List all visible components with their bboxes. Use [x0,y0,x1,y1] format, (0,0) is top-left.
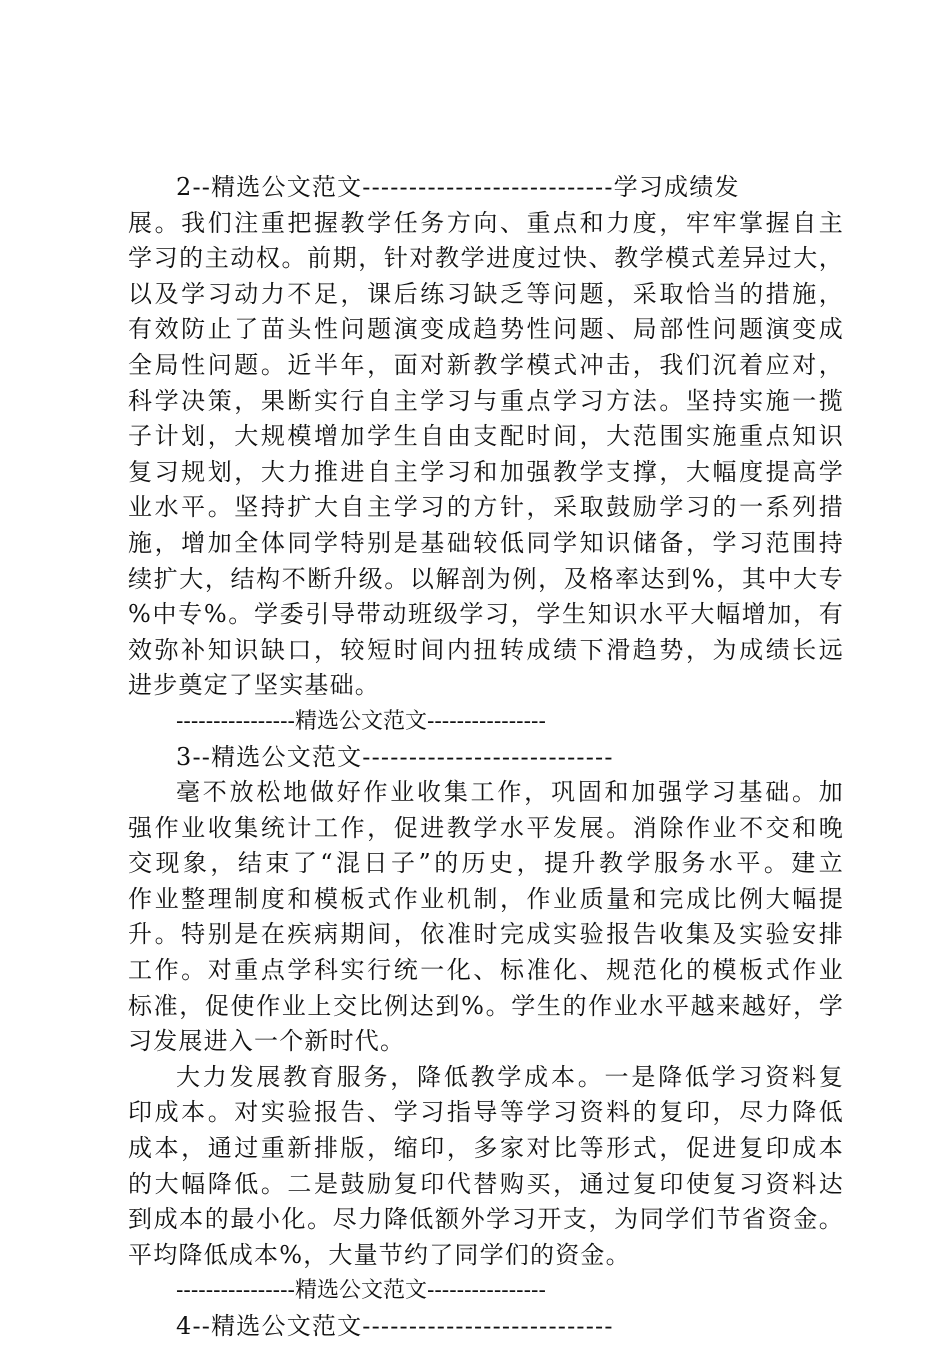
section-3-paragraph-2-line: 到成本的最小化。尽力降低额外学习开支，为同学们节省资金。 [128,1205,844,1234]
section-3-paragraph-1-line: 强作业收集统计工作，促进教学水平发展。消除作业不交和晚 [128,813,844,842]
section-2-line: 学习的主动权。前期，针对教学进度过快、教学模式差异过大， [128,244,844,273]
section-4-header: 4--精选公文范文--------------------------- [176,1312,614,1340]
section-separator: ----------------精选公文范文---------------- [176,708,546,734]
section-2-line: 科学决策，果断实行自主学习与重点学习方法。坚持实施一揽 [128,386,844,415]
section-3-paragraph-1-line: 标准，促使作业上交比例达到%。学生的作业水平越来越好，学 [128,991,844,1020]
section-3-paragraph-1-line: 交现象，结束了“混日子”的历史，提升教学服务水平。建立 [128,849,844,878]
section-2-line: 进步奠定了坚实基础。 [128,671,380,700]
section-2-line: 业水平。坚持扩大自主学习的方针，采取鼓励学习的一系列措 [128,493,844,522]
section-2-line: 复习规划，大力推进自主学习和加强教学支撑，大幅度提高学 [128,457,844,486]
section-3-paragraph-1-line: 作业整理制度和模板式作业机制，作业质量和完成比例大幅提 [128,884,844,913]
section-2-line: 全局性问题。近半年，面对新教学模式冲击，我们沉着应对， [128,350,844,379]
section-2-line: 施，增加全体同学特别是基础较低同学知识储备，学习范围持 [128,528,844,557]
section-3-paragraph-1-line: 升。特别是在疾病期间，依准时完成实验报告收集及实验安排 [128,920,844,949]
section-3-header: 3--精选公文范文--------------------------- [176,742,614,771]
section-3-paragraph-1-line: 工作。对重点学科实行统一化、标准化、规范化的模板式作业 [128,956,844,985]
section-2-line: %中专%。学委引导带动班级学习，学生知识水平大幅增加，有 [128,600,844,629]
section-2-line: 以及学习动力不足，课后练习缺乏等问题，采取恰当的措施， [128,279,844,308]
section-2-line: 展。我们注重把握教学任务方向、重点和力度，牢牢掌握自主 [128,208,844,237]
document-body [128,170,844,1345]
section-3-paragraph-2-line: 的大幅降低。二是鼓励复印代替购买，通过复印使复习资料达 [128,1169,844,1198]
section-2-header: 2--精选公文范文---------------------------学习成绩发 [176,173,740,201]
section-2-line: 有效防止了苗头性问题演变成趋势性问题、局部性问题演变成 [128,315,844,344]
section-3-paragraph-2-line: 成本，通过重新排版，缩印，多家对比等形式，促进复印成本 [128,1134,844,1163]
section-2-line: 子计划，大规模增加学生自由支配时间，大范围实施重点知识 [128,422,844,451]
section-2-line: 效弥补知识缺口，较短时间内扭转成绩下滑趋势，为成绩长远 [128,635,844,664]
section-3-paragraph-1-line: 毫不放松地做好作业收集工作，巩固和加强学习基础。加 [176,778,844,807]
section-3-paragraph-1-line: 习发展进入一个新时代。 [128,1027,406,1056]
section-3-paragraph-2-line: 平均降低成本%，大量节约了同学们的资金。 [128,1240,631,1269]
section-2-line: 续扩大，结构不断升级。以解剖为例，及格率达到%，其中大专 [128,564,844,593]
section-separator: ----------------精选公文范文---------------- [176,1278,546,1304]
section-3-paragraph-2-line: 印成本。对实验报告、学习指导等学习资料的复印，尽力降低 [128,1098,844,1127]
section-3-paragraph-2-line: 大力发展教育服务，降低教学成本。一是降低学习资料复 [176,1062,844,1091]
